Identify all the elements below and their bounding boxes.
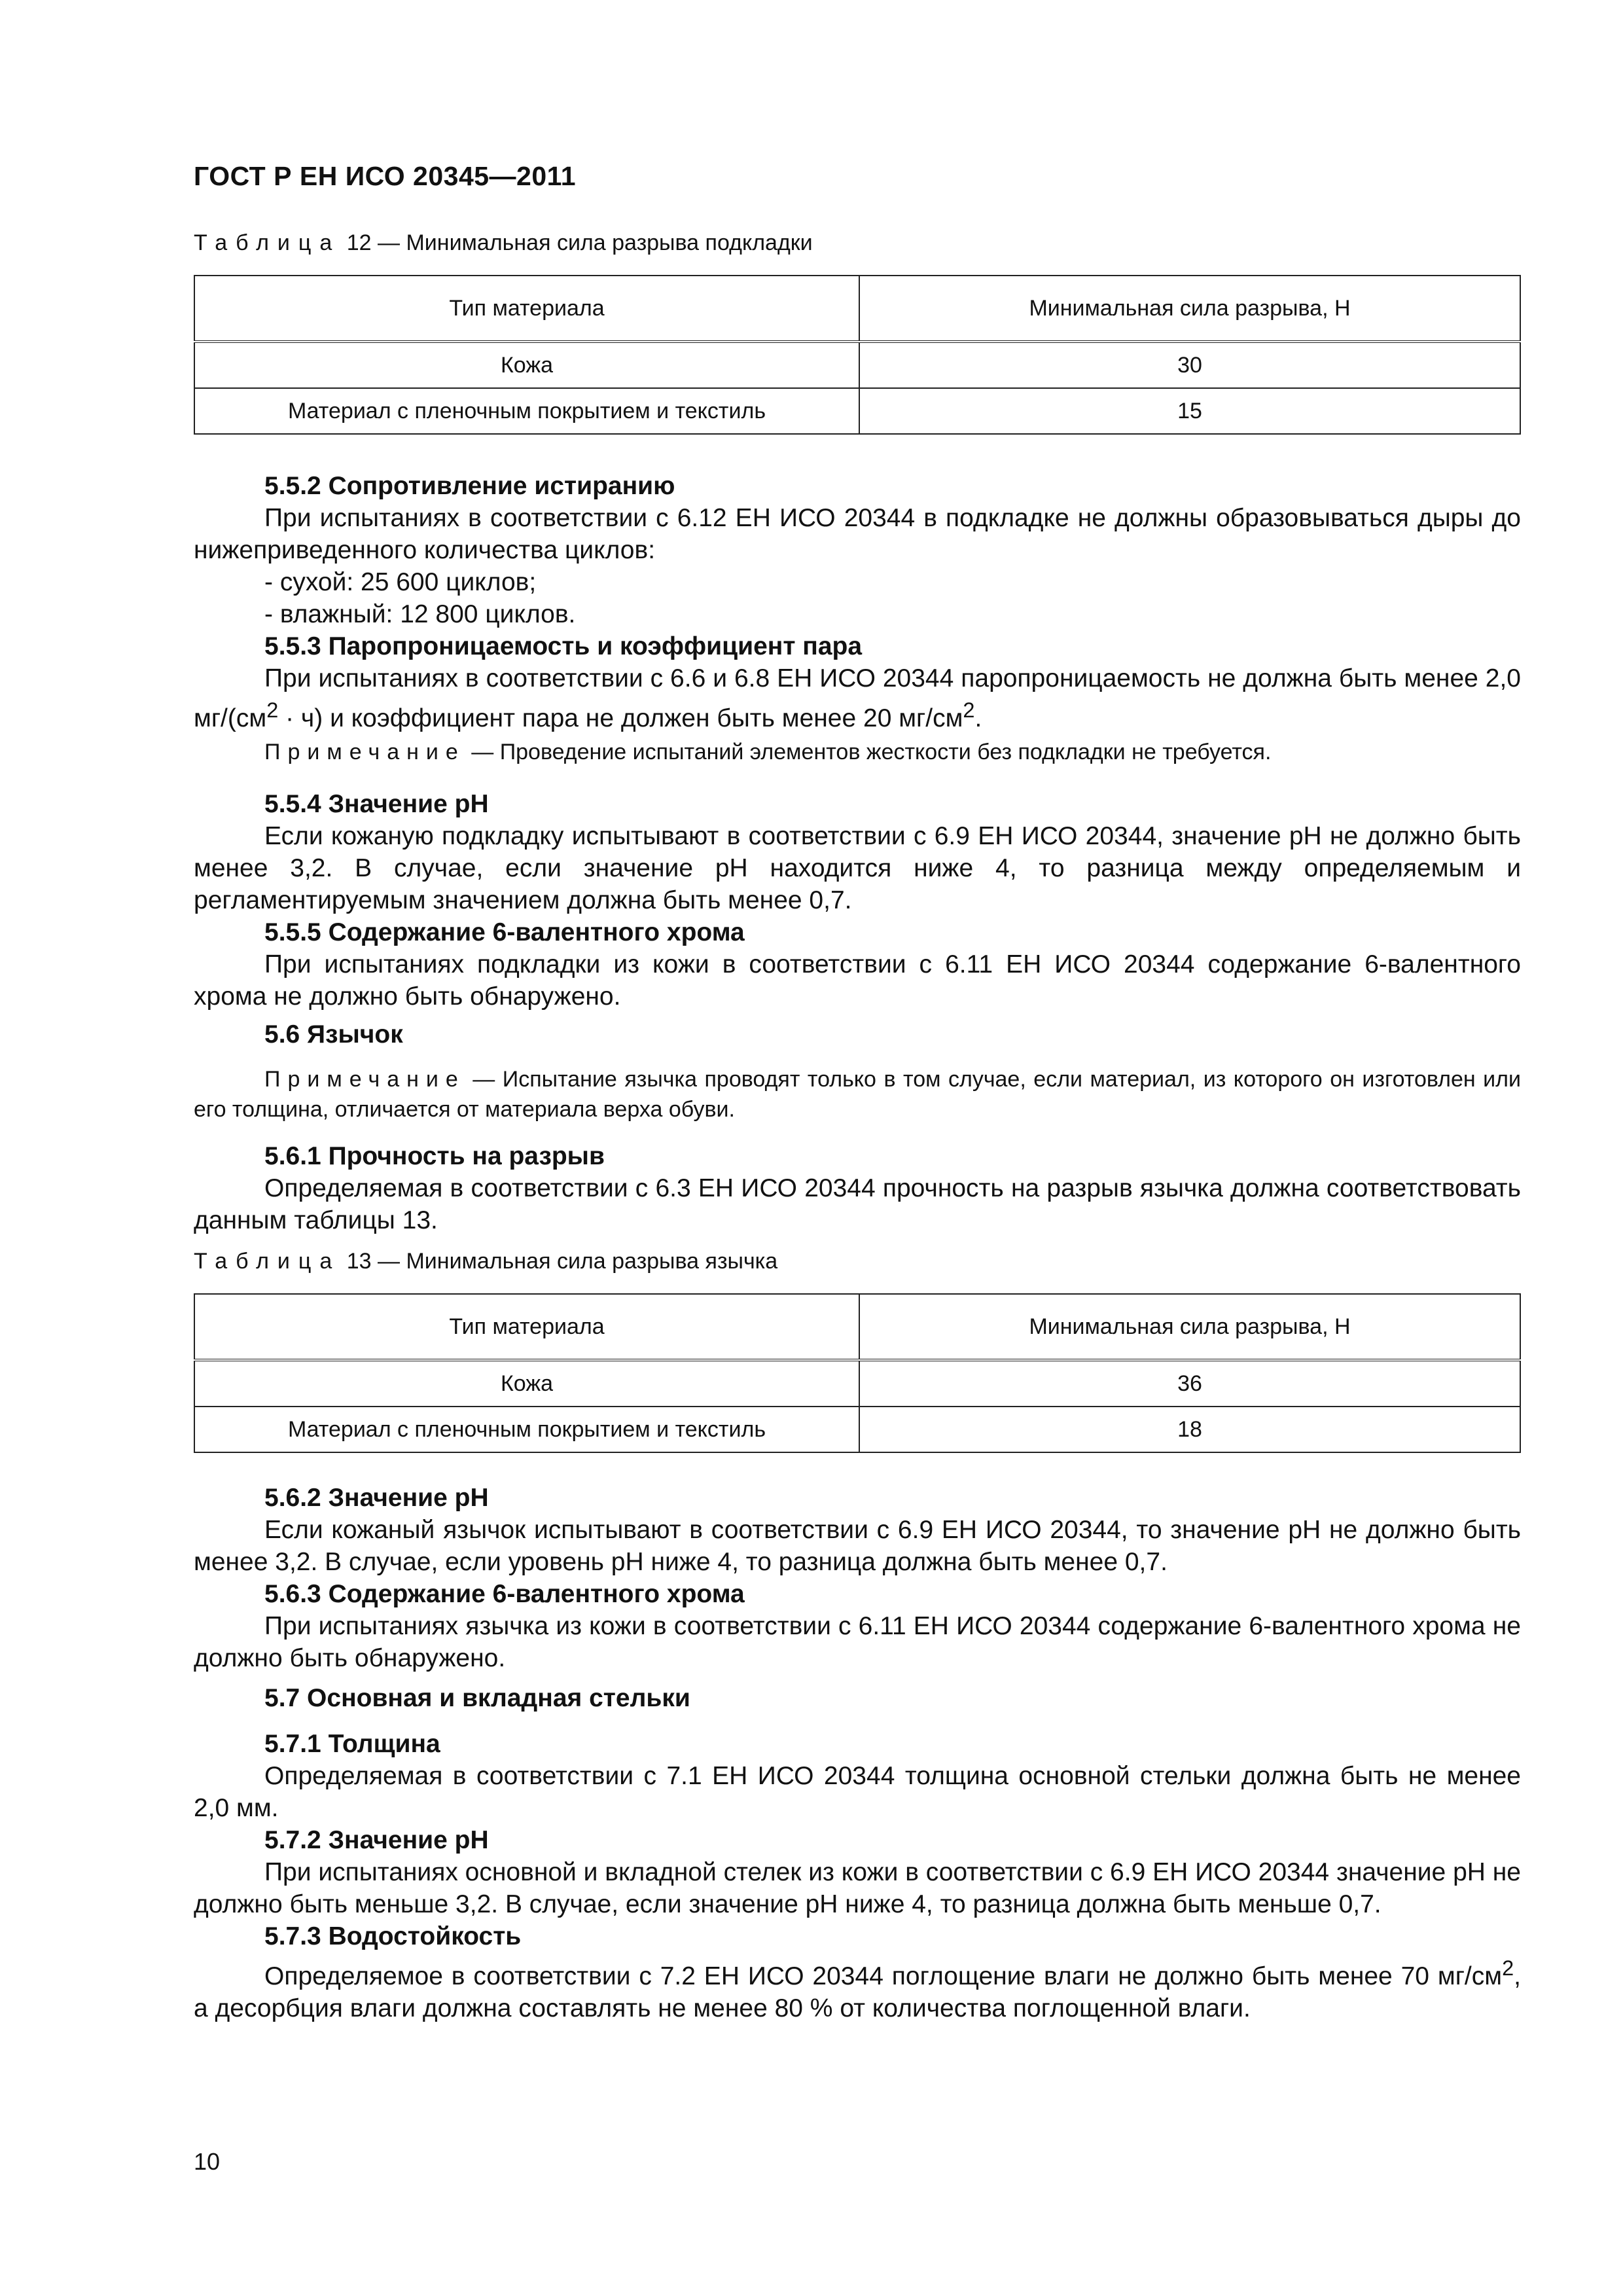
paragraph-5-6-1: Определяемая в соответствии с 6.3 ЕН ИСО 20344 прочность на разрыв язычка должна соответствовать данным таблицы 13. <box>194 1174 1521 1234</box>
heading-5-5-5: 5.5.5 Содержание 6-валентного хрома <box>264 918 745 946</box>
table-row <box>194 342 1520 388</box>
sections-5-5-2-to-5-5-3 <box>194 470 1521 734</box>
cell-material: Кожа <box>194 342 859 388</box>
sections-5-6-2-to-5-6-3 <box>194 1482 1521 1674</box>
cell-min-force: 18 <box>859 1407 1520 1452</box>
page-number: 10 <box>194 2148 221 2175</box>
table-header-row <box>194 1294 1520 1360</box>
heading-5-7-3: 5.7.3 Водостойкость <box>264 1922 522 1950</box>
heading-5-7: 5.7 Основная и вкладная стельки <box>264 1684 690 1712</box>
table-12-caption-label: Таблица <box>194 230 341 255</box>
heading-5-6-2: 5.6.2 Значение pH <box>264 1484 489 1512</box>
paragraph-5-5-5: При испытаниях подкладки из кожи в соответствии с 6.11 ЕН ИСО 20344 содержание 6-валентного хрома не должно быть обнаружено. <box>194 950 1521 1011</box>
cell-min-force: 30 <box>859 342 1520 388</box>
note-text: — Проведение испытаний элементов жесткости без подкладки не требуется. <box>465 740 1272 764</box>
list-item-dry: - сухой: 25 600 циклов; <box>264 568 537 596</box>
paragraph-5-5-2: При испытаниях в соответствии с 6.12 ЕН ИСО 20344 в подкладке не должны образовываться дыры до нижеприведенного количества циклов: <box>194 504 1521 564</box>
note-stiffeners <box>194 737 1521 767</box>
table-12-caption-text: 12 — Минимальная сила разрыва подкладки <box>346 230 813 255</box>
heading-5-6: 5.6 Язычок <box>264 1020 403 1049</box>
paragraph-5-6-2: Если кожаный язычок испытывают в соответствии с 6.9 ЕН ИСО 20344, то значение pH не должно быть менее 3,2. В случае, если уровень pH ниже 4, то разница должна быть менее 0,7. <box>194 1516 1521 1576</box>
cell-min-force: 36 <box>859 1360 1520 1407</box>
heading-5-7-2: 5.7.2 Значение pH <box>264 1826 489 1854</box>
note-label: Примечание <box>264 1067 465 1092</box>
heading-5-6-3: 5.6.3 Содержание 6-валентного хрома <box>264 1580 745 1608</box>
table-13-caption-text: 13 — Минимальная сила разрыва язычка <box>346 1249 778 1274</box>
cell-material: Материал с пленочным покрытием и текстиль <box>194 388 859 434</box>
table-13 <box>194 1293 1521 1453</box>
section-5-7 <box>194 1682 1521 1714</box>
paragraph-5-7-2: При испытаниях основной и вкладной стелек из кожи в соответствии с 6.9 ЕН ИСО 20344 значение pH не должно быть меньше 3,2. В случае, если значение pH ниже 4, то разница должна быть меньше 0,7. <box>194 1858 1521 1918</box>
paragraph-5-6-3: При испытаниях язычка из кожи в соответствии с 6.11 ЕН ИСО 20344 содержание 6-валентного хрома не должно быть обнаружено. <box>194 1612 1521 1672</box>
sections-5-5-4-to-5-5-5 <box>194 788 1521 1013</box>
column-header-material: Тип материала <box>194 276 859 342</box>
cell-material: Кожа <box>194 1360 859 1407</box>
cell-material: Материал с пленочным покрытием и текстиль <box>194 1407 859 1452</box>
column-header-min-force: Минимальная сила разрыва, Н <box>859 276 1520 342</box>
document-header: ГОСТ Р ЕН ИСО 20345—2011 <box>194 161 576 191</box>
table-row <box>194 1360 1520 1407</box>
section-5-6-1 <box>194 1140 1521 1236</box>
list-item-wet: - влажный: 12 800 циклов. <box>264 600 576 628</box>
table-12-caption <box>194 230 813 256</box>
table-row <box>194 1407 1520 1452</box>
column-header-min-force: Минимальная сила разрыва, Н <box>859 1294 1520 1360</box>
table-header-row <box>194 276 1520 342</box>
paragraph-5-5-3: При испытаниях в соответствии с 6.6 и 6.8 ЕН ИСО 20344 паропроницаемость не должна быть менее 2,0 $мг/(см^2 \cdot ч)$ и коэффициент пара не должен быть менее 20 $мг/см^2$. <box>194 664 1521 732</box>
note-text: — Испытание язычка проводят только в том случае, если материал, из которого он изготовлен или его толщина, отличается от материала верха обуви. <box>194 1067 1521 1122</box>
sections-5-7-1-to-5-7-3 <box>194 1728 1521 2024</box>
section-5-6 <box>194 1018 1521 1050</box>
column-header-material: Тип материала <box>194 1294 859 1360</box>
table-row <box>194 388 1520 434</box>
paragraph-5-7-3: Определяемое в соответствии с 7.2 ЕН ИСО 20344 поглощение влаги не должно быть менее 70 $мг/см^2$, а десорбция влаги должна составлять не менее 80 % от количества поглощенной влаги. <box>194 1956 1521 2022</box>
heading-5-5-2: 5.5.2 Сопротивление истиранию <box>264 472 675 500</box>
note-label: Примечание <box>264 740 465 764</box>
table-13-caption-label: Таблица <box>194 1249 341 1274</box>
heading-5-7-1: 5.7.1 Толщина <box>264 1730 440 1758</box>
paragraph-5-5-4: Если кожаную подкладку испытывают в соответствии с 6.9 ЕН ИСО 20344, значение pH не должно быть менее 3,2. В случае, если значение pH находится ниже 4, то разница между определяемым и регламентируемым значением должна быть менее 0,7. <box>194 822 1521 914</box>
heading-5-5-3: 5.5.3 Паропроницаемость и коэффициент пара <box>264 632 863 660</box>
cell-min-force: 15 <box>859 388 1520 434</box>
heading-5-6-1: 5.6.1 Прочность на разрыв <box>264 1142 605 1170</box>
paragraph-5-7-1: Определяемая в соответствии с 7.1 ЕН ИСО 20344 толщина основной стельки должна быть не менее 2,0 мм. <box>194 1762 1521 1822</box>
table-13-caption <box>194 1249 777 1274</box>
table-12 <box>194 275 1521 435</box>
note-tongue <box>194 1064 1521 1124</box>
heading-5-5-4: 5.5.4 Значение pH <box>264 790 489 818</box>
